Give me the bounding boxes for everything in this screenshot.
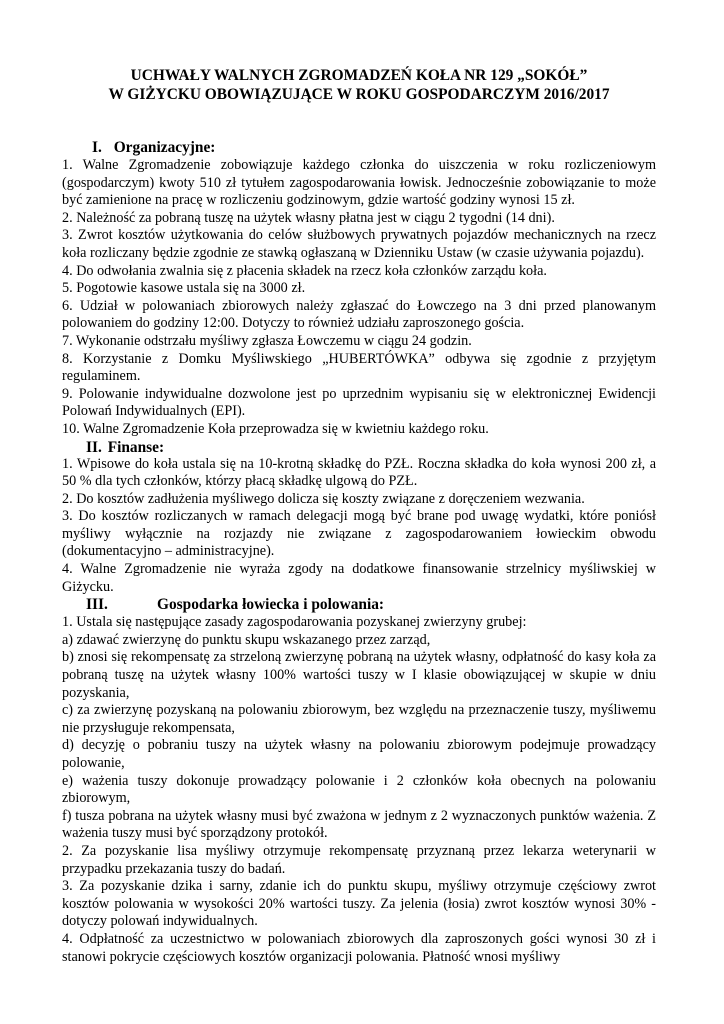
- document-page: [62, 66, 656, 966]
- list-item: 3. Za pozyskanie dzika i sarny, zdanie ich do punktu skupu, myśliwy otrzymuje częściowy zwrot kosztów polowania w wysokości 20% wartości tuszy. Za jelenia (łosia) zwrot kosztów wynosi 30% - dotyczy polowań indywidualnych.: [62, 878, 656, 930]
- title-line-1: UCHWAŁY WALNYCH ZGROMADZEŃ KOŁA NR 129 „SOKÓŁ”: [130, 67, 588, 84]
- list-item: 2. Do kosztów zadłużenia myśliwego dolicza się koszty związane z doręczeniem wezwania.: [62, 490, 585, 507]
- list-item: 1. Wpisowe do koła ustala się na 10-krotną składkę do PZŁ. Roczna składka do koła wynosi 200 zł, a 50 % dla tych członków, którzy płacą składkę ulgową do PZŁ.: [62, 455, 656, 490]
- list-item: 7. Wykonanie odstrzału myśliwy zgłasza Łowczemu w ciągu 24 godzin.: [62, 332, 472, 349]
- section-hunting-items: [62, 614, 656, 966]
- list-item: 5. Pogotowie kasowe ustala się na 3000 zł.: [62, 280, 306, 297]
- section-number: I.: [92, 139, 102, 156]
- list-item: 4. Odpłatność za uczestnictwo w polowaniach zbiorowych dla zaproszonych gości wynosi 30 zł i stanowi pokrycie częściowych kosztów organizacji polowania. Płatność wnosi myśliwy: [62, 930, 656, 965]
- list-item: e) ważenia tuszy dokonuje prowadzący polowanie i 2 członków koła obecnych na polowaniu zbiorowym,: [62, 772, 656, 807]
- list-item: 9. Polowanie indywidualne dozwolone jest po uprzednim wypisaniu się w elektronicznej Ewidencji Polowań Indywidualnych (EPI).: [62, 385, 656, 420]
- title-line-2: W GIŻYCKU OBOWIĄZUJĄCE W ROKU GOSPODARCZYM 2016/2017: [108, 86, 610, 103]
- section-organizational-items: [62, 157, 656, 439]
- list-item: 1. Walne Zgromadzenie zobowiązuje każdego członka do uiszczenia w roku rozliczeniowym (gospodarczym) kwoty 510 zł tytułem zagospodarowania łowisk. Jednocześnie zobowiązanie to może być zamienione na pracę w rozliczeniu godzinowym, gdzie wartość godziny wynosi 15 zł.: [62, 157, 656, 209]
- list-item: 8. Korzystanie z Domku Myśliwskiego „HUBERTÓWKA” odbywa się zgodnie z przyjętym regulaminem.: [62, 350, 656, 385]
- section-finances-items: [62, 456, 656, 597]
- section-finances-heading: [62, 439, 656, 456]
- list-item: 2. Za pozyskanie lisa myśliwy otrzymuje rekompensatę przyznaną przez lekarza weterynarii w przypadku przekazania tuszy do badań.: [62, 842, 656, 877]
- section-title: Finanse:: [107, 438, 165, 456]
- list-item: f) tusza pobrana na użytek własny musi być zważona w jednym z 2 wyznaczonych punktów ważenia. Z ważenia tuszy musi być sporządzony protokół.: [62, 807, 656, 842]
- list-item: 3. Do kosztów rozliczanych w ramach delegacji mogą być brane pod uwagę wydatki, które poniósł myśliwy wyłącznie na rozjazdy nie związane z zagospodarowaniem łowieckim obwodu (dokumentacyjno – administracyjne).: [62, 508, 656, 560]
- section-organizational-heading: [62, 139, 656, 157]
- section-number: III.: [86, 596, 108, 614]
- section-number: II.: [86, 438, 102, 456]
- list-item: d) decyzję o pobraniu tuszy na użytek własny na polowaniu zbiorowym podejmuje prowadzący polowanie,: [62, 737, 656, 771]
- list-item: 3. Zwrot kosztów użytkowania do celów służbowych prywatnych pojazdów mechanicznych na rzecz koła rozliczany będzie zgodnie ze stawką ogłaszaną w Dzienniku Ustaw (w czasie używania pojazdu).: [62, 227, 656, 261]
- list-item: c) za zwierzynę pozyskaną na polowaniu zbiorowym, bez względu na przeznaczenie tuszy, myśliwemu nie przysługuje rekompensata,: [62, 702, 656, 736]
- list-item: 1. Ustala się następujące zasady zagospodarowania pozyskanej zwierzyny grubej:: [62, 614, 527, 631]
- list-item: a) zdawać zwierzynę do punktu skupu wskazanego przez zarząd,: [62, 631, 431, 648]
- list-item: 6. Udział w polowaniach zbiorowych należy zgłaszać do Łowczego na 3 dni przed planowanym polowaniem do godziny 12:00. Dotyczy to również udziału zaproszonego gościa.: [62, 297, 656, 332]
- section-hunting-heading: [62, 596, 656, 614]
- section-title: Gospodarka łowiecka i polowania:: [157, 596, 385, 614]
- list-item: 2. Należność za pobraną tuszę na użytek własny płatna jest w ciągu 2 tygodni (14 dni).: [62, 209, 555, 226]
- list-item: 10. Walne Zgromadzenie Koła przeprowadza się w kwietniu każdego roku.: [62, 420, 489, 437]
- document-title: [62, 66, 656, 104]
- section-title: Organizacyjne:: [113, 139, 216, 156]
- list-item: 4. Walne Zgromadzenie nie wyraża zgody na dodatkowe finansowanie strzelnicy myśliwskiej w Giżycku.: [62, 561, 656, 595]
- list-item: 4. Do odwołania zwalnia się z płacenia składek na rzecz koła członków zarządu koła.: [62, 262, 547, 279]
- list-item: b) znosi się rekompensatę za strzeloną zwierzynę pobraną na użytek własny, odpłatność do kasy koła za pobraną tuszę na użytek własny 100% wartości tuszy w I klasie obowiązującej w skupie w dniu pozyskania,: [62, 649, 656, 701]
